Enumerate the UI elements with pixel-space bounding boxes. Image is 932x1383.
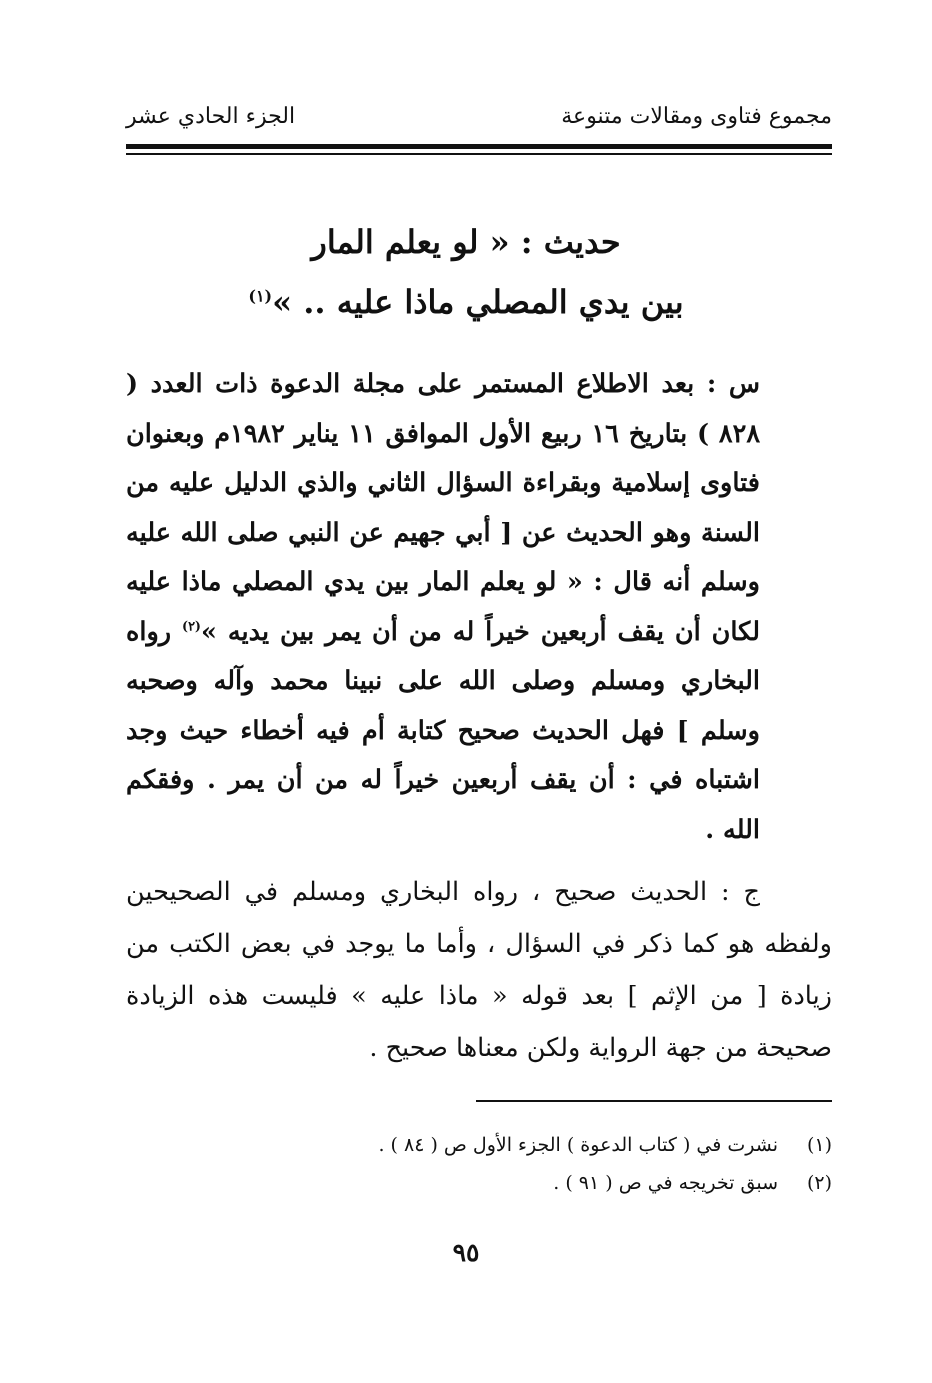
- footnote-text: سبق تخريجه في ص ( ٩١ ) .: [553, 1172, 778, 1194]
- footnote-rule: [476, 1100, 832, 1102]
- title-line-1: حديث : « لو يعلم المار: [311, 223, 621, 261]
- running-header: [126, 104, 832, 144]
- title-footnote-ref: (١): [248, 286, 273, 306]
- question-paragraph: [126, 360, 760, 855]
- footnote-text: نشرت في ( كتاب الدعوة ) الجزء الأول ص ( ٨٤ ) .: [378, 1134, 778, 1156]
- title-line-2-text: بين يدي المصلي ماذا عليه .. »: [272, 283, 684, 321]
- footnote-item: [126, 1134, 832, 1172]
- header-rule-thin: [126, 153, 832, 155]
- question-text-part1: س : بعد الاطلاع المستمر على مجلة الدعوة ذات العدد ( ٨٢٨ ) بتاريخ ١٦ ربيع الأول الموافق ١١ يناير ١٩٨٢م وبعنوان فتاوى إسلامية وبقراءة السؤال الثاني والذي الدليل عليه من السنة وهو الحديث عن [ أبي جهيم عن النبي صلى الله عليه وسلم أنه قال : « لو يعلم المار بين يدي المصلي ماذا عليه لكان أن يقف أربعين خيراً له من أن يمر بين يديه »: [126, 369, 761, 647]
- section-title: [200, 212, 732, 332]
- footnote-number: (١): [806, 1134, 832, 1156]
- book-title: مجموع فتاوى ومقالات متنوعة: [561, 104, 832, 129]
- question-text-part2: رواه البخاري ومسلم وصلى الله على نبينا محمد وآله وصحبه وسلم ] فهل الحديث صحيح كتابة أم فيه أخطاء حيث وجد اشتباه في : أن يقف أربعين خيراً له من أن يمر . وفقكم الله .: [126, 616, 760, 845]
- header-rule-thick: [126, 144, 832, 149]
- answer-paragraph: ج : الحديث صحيح ، رواه البخاري ومسلم في الصحيحين ولفظه هو كما ذكر في السؤال ، وأما ما يوجد في بعض الكتب من زيادة [ من الإثم ] بعد قوله « ماذا عليه » فليست هذه الزيادة صحيحة من جهة الرواية ولكن معناها صحيح .: [126, 877, 832, 1063]
- footnotes: [126, 1134, 832, 1210]
- page-number: ٩٥: [452, 1238, 480, 1267]
- question-footnote-ref: (٢): [182, 619, 201, 634]
- footnote-number: (٢): [806, 1172, 832, 1194]
- footnote-item: [126, 1172, 832, 1210]
- title-line-2: [200, 272, 732, 332]
- volume-label: الجزء الحادي عشر: [126, 104, 296, 129]
